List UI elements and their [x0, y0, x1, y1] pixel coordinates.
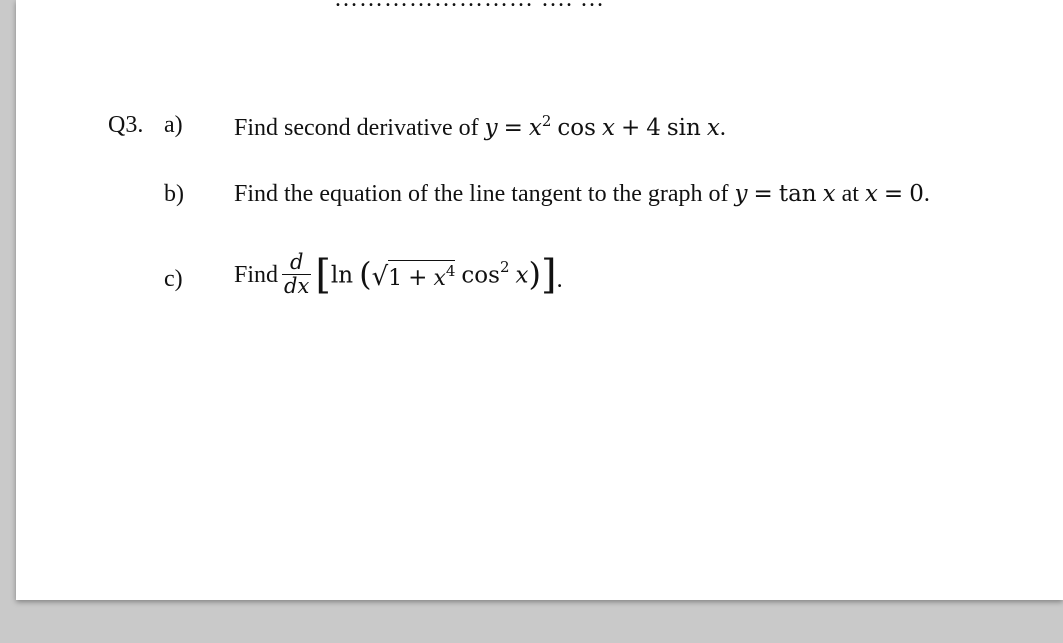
derivative-fraction — [282, 250, 311, 297]
math-cos: cos — [557, 115, 596, 141]
part-b-label: b) — [164, 181, 184, 207]
math-period: . — [556, 267, 563, 294]
right-paren: ) — [528, 255, 541, 294]
math-zero: 0 — [909, 181, 924, 207]
document-page — [16, 0, 1063, 600]
right-bracket: ] — [540, 252, 557, 299]
part-b-lead: Find the equation of the line tangent to the graph of — [234, 181, 729, 207]
math-cos: cos — [461, 262, 500, 289]
fraction-numerator: d — [289, 250, 304, 274]
left-paren: ( — [359, 255, 372, 294]
math-one: 1 — [388, 265, 403, 291]
part-c-text — [234, 252, 563, 299]
math-period: . — [719, 115, 726, 141]
math-x: x — [706, 115, 720, 141]
math-tan: tan — [778, 181, 817, 207]
math-ln: ln — [330, 262, 354, 289]
math-eq: = — [883, 181, 904, 207]
math-exponent: 4 — [445, 261, 456, 280]
sqrt-sign: √ — [371, 261, 389, 292]
question-number: Q3. — [108, 112, 144, 138]
square-root — [372, 260, 456, 292]
math-eq: = — [503, 115, 523, 141]
part-a-label: a) — [164, 112, 183, 138]
math-eq: = — [753, 181, 773, 207]
sqrt-radicand — [388, 260, 455, 291]
part-a-text — [234, 112, 726, 142]
math-sin: sin — [666, 115, 701, 141]
math-y: y — [484, 115, 498, 141]
math-exponent: 2 — [541, 112, 552, 130]
part-b-text — [234, 181, 930, 208]
math-at: at — [841, 181, 859, 207]
math-plus: + — [408, 264, 428, 291]
math-x: x — [433, 265, 446, 291]
part-c-label: c) — [164, 266, 183, 292]
math-x: x — [515, 262, 529, 289]
math-y: y — [734, 181, 748, 207]
part-c-lead: Find — [234, 262, 279, 288]
math-period: . — [923, 181, 930, 207]
math-x: x — [822, 181, 836, 207]
fraction-denominator: dx — [284, 274, 310, 298]
math-x: x — [864, 181, 878, 207]
math-x: x — [528, 115, 542, 141]
part-a-lead: Find second derivative of — [234, 115, 479, 141]
left-bracket: [ — [315, 252, 331, 299]
math-exponent: 2 — [499, 258, 510, 277]
previous-line-fragment — [334, 0, 605, 13]
math-number: 4 — [646, 115, 661, 141]
math-plus: + — [620, 115, 641, 141]
math-x: x — [601, 115, 615, 141]
